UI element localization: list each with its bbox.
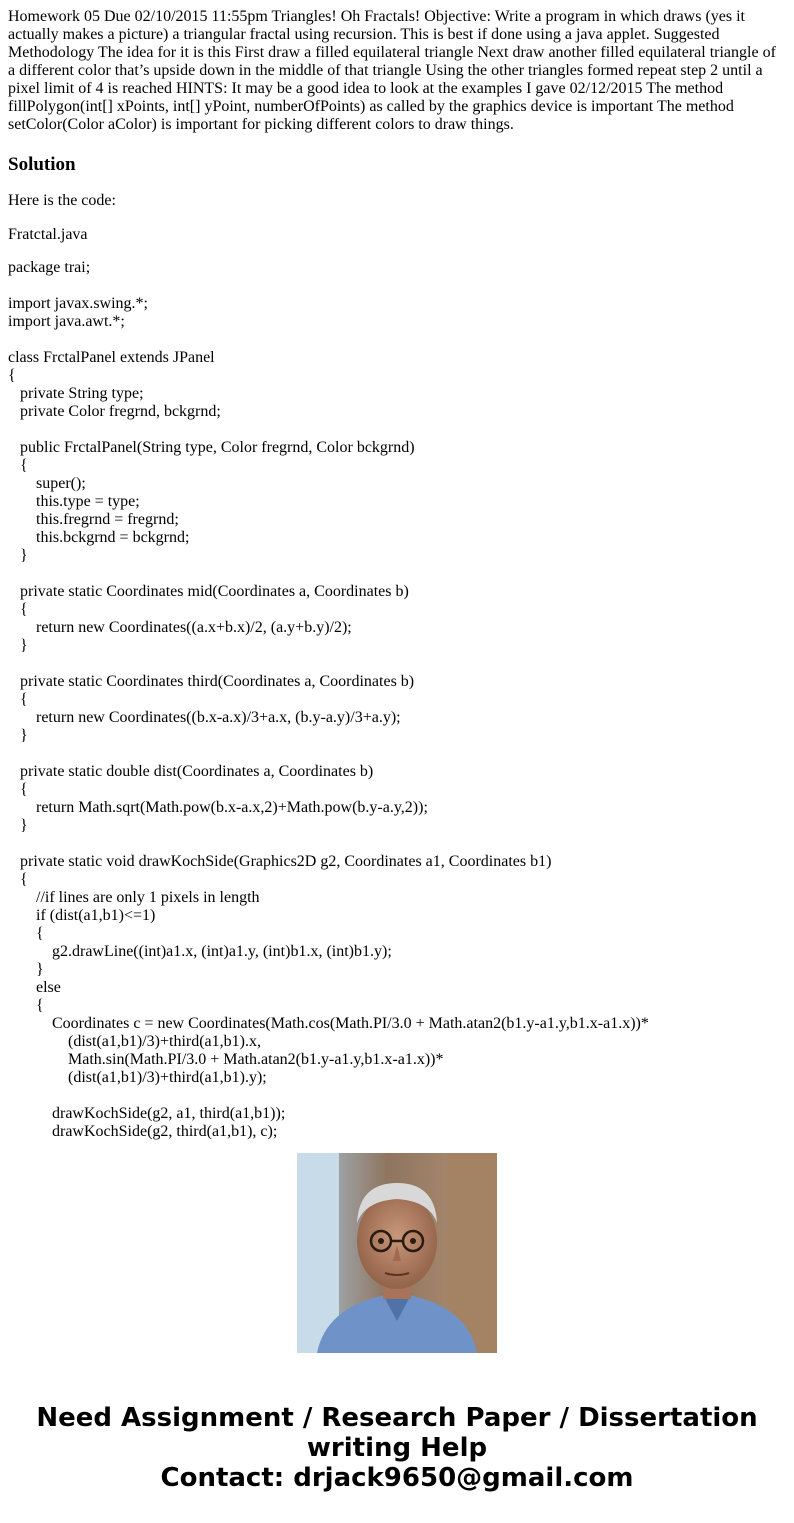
code-line [8,565,784,583]
code-line: drawKochSide(g2, third(a1,b1), c); [8,1123,278,1140]
code-line: this.type = type; [8,493,140,510]
code-line: { [8,457,28,474]
code-line: import javax.swing.*; [8,295,148,312]
file-name: Fratctal.java [8,226,88,243]
code-line: { [8,925,44,942]
code-line: } [8,637,28,654]
code-line: { [8,781,28,798]
code-line: private Color fregrnd, bckgrnd; [8,403,221,420]
promo-contact-line: Contact: drjack9650@gmail.com [160,1463,634,1493]
code-line [8,331,784,349]
promo-line-1: Need Assignment / Research Paper / Dissertation [36,1403,758,1433]
code-line: g2.drawLine((int)a1.x, (int)a1.y, (int)b1.x, (int)b1.y); [8,943,392,960]
code-listing [8,259,784,1141]
code-block [8,259,784,1140]
code-line [8,655,784,673]
code-line: (dist(a1,b1)/3)+third(a1,b1).x, [8,1033,261,1050]
code-line: class FrctalPanel extends JPanel [8,349,215,366]
code-line: (dist(a1,b1)/3)+third(a1,b1).y); [8,1069,267,1086]
code-line: } [8,961,44,978]
code-line: return Math.sqrt(Math.pow(b.x-a.x,2)+Math.pow(b.y-a.y,2)); [8,799,428,816]
avatar-portrait-icon [297,1153,497,1353]
code-line: else [8,979,61,996]
code-line: Math.sin(Math.PI/3.0 + Math.atan2(b1.y-a1.y,b1.x-a1.x))* [8,1051,444,1068]
code-line: { [8,601,28,618]
code-line: //if lines are only 1 pixels in length [8,889,260,906]
code-line: { [8,691,28,708]
code-line: private static void drawKochSide(Graphics2D g2, Coordinates a1, Coordinates b1) [8,853,552,870]
code-line: Coordinates c = new Coordinates(Math.cos(Math.PI/3.0 + Math.atan2(b1.y-a1.y,b1.x-a1.x))* [8,1015,649,1032]
code-line [8,745,784,763]
code-line: return new Coordinates((b.x-a.x)/3+a.x, (b.y-a.y)/3+a.y); [8,709,401,726]
promo-footer [0,1403,794,1493]
code-line [8,1087,784,1105]
code-line: { [8,871,28,888]
code-line: import java.awt.*; [8,313,125,330]
author-avatar [297,1153,497,1353]
code-line: this.fregrnd = fregrnd; [8,511,179,528]
code-intro-text: Here is the code: [8,192,116,209]
solution-heading: Solution [8,154,76,175]
promo-line-2: writing Help [306,1433,488,1463]
code-line: { [8,997,44,1014]
code-line: private static Coordinates third(Coordinates a, Coordinates b) [8,673,415,690]
code-line [8,421,784,439]
code-line: private static double dist(Coordinates a, Coordinates b) [8,763,374,780]
code-line: super(); [8,475,86,492]
code-line: { [8,367,16,384]
code-line: public FrctalPanel(String type, Color fregrnd, Color bckgrnd) [8,439,415,456]
code-line: this.bckgrnd = bckgrnd; [8,529,190,546]
code-line: private static Coordinates mid(Coordinates a, Coordinates b) [8,583,409,600]
code-line [8,835,784,853]
code-line: drawKochSide(g2, a1, third(a1,b1)); [8,1105,286,1122]
question-text: Homework 05 Due 02/10/2015 11:55pm Triangles! Oh Fractals! Objective: Write a program in which draws (yes it actually makes a picture) a triangular fractal using recursion. This is best if done using a java applet. Suggested Methodology The idea for it is this First draw a filled equilateral triangle Next draw another filled equilateral triangle of a different color that’s upside down in the middle of that triangle Using the other triangles formed repeat step 2 until a pixel limit of 4 is reached HINTS: It may be a good idea to look at the examples I gave 02/12/2015 The method fillPolygon(int[] xPoints, int[] yPoint, numberOfPoints) as called by the graphics device is important The method setColor(Color aColor) is important for picking different colors to draw things. [8,8,776,133]
code-line: } [8,817,28,834]
code-line: package trai; [8,259,91,276]
document-body [8,8,784,260]
code-line: if (dist(a1,b1)<=1) [8,907,156,924]
code-line: private String type; [8,385,144,402]
code-line: } [8,547,28,564]
code-line: } [8,727,28,744]
code-line [8,277,784,295]
code-line: return new Coordinates((a.x+b.x)/2, (a.y+b.y)/2); [8,619,352,636]
